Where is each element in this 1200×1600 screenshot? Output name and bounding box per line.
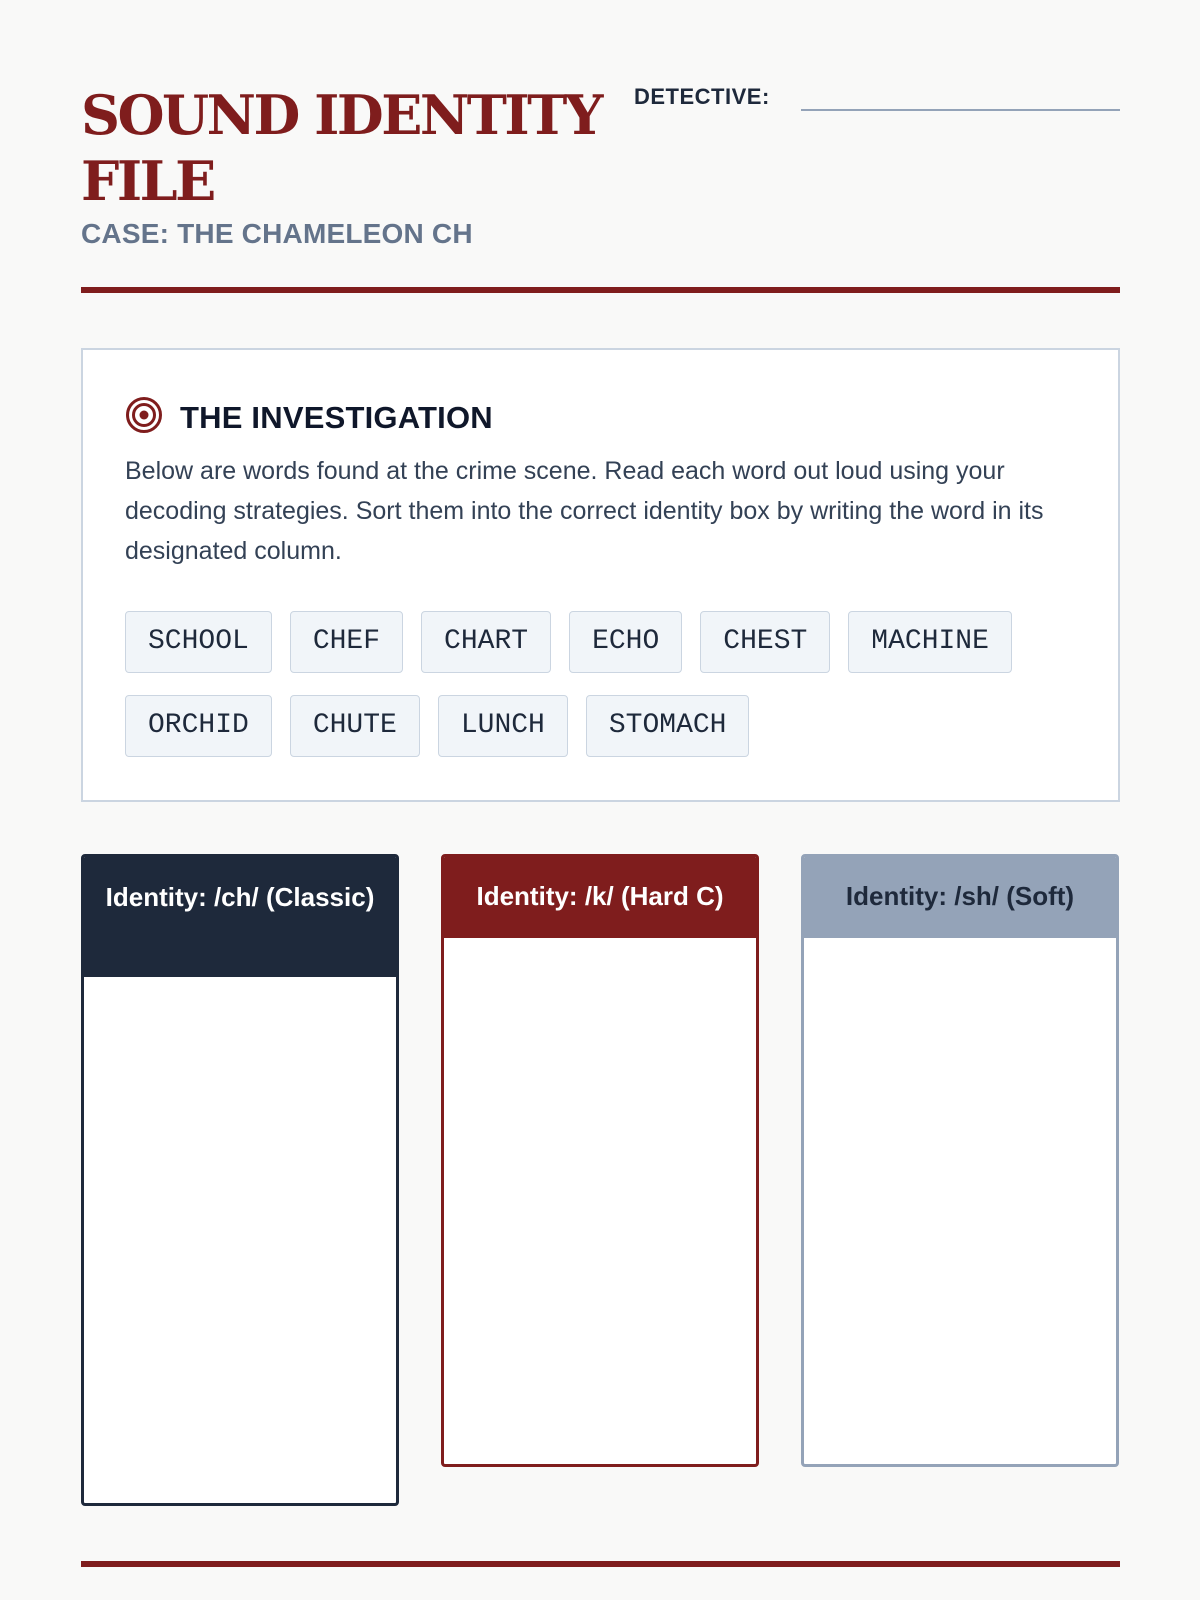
column-header-soft-sh: Identity: /sh/ (Soft) — [804, 857, 1116, 938]
target-icon — [125, 396, 163, 434]
word-chip: STOMACH — [586, 695, 750, 757]
investigation-panel — [81, 348, 1120, 802]
word-chip: MACHINE — [848, 611, 1012, 673]
word-chip: ORCHID — [125, 695, 272, 757]
word-bank — [125, 611, 1085, 779]
column-soft-sh[interactable] — [801, 854, 1119, 1467]
word-chip: CHEST — [700, 611, 830, 673]
detective-name-line[interactable] — [801, 109, 1120, 111]
word-chip: CHART — [421, 611, 551, 673]
column-classic-ch[interactable] — [81, 854, 399, 1506]
word-chip: ECHO — [569, 611, 682, 673]
header-divider — [81, 287, 1120, 293]
column-header-hard-c: Identity: /k/ (Hard C) — [444, 857, 756, 938]
column-hard-c[interactable] — [441, 854, 759, 1467]
column-header-classic-ch: Identity: /ch/ (Classic) — [84, 857, 396, 977]
footer-divider — [81, 1561, 1120, 1567]
case-subtitle: CASE: THE CHAMELEON CH — [81, 218, 473, 249]
investigation-instructions: Below are words found at the crime scene. Read each word out loud using your decoding strategies. Sort them into the correct identity box by writing the word in its designated column. — [125, 457, 1044, 565]
detective-field — [634, 82, 1120, 114]
page-title: SOUND IDENTITY FILE — [81, 83, 601, 213]
word-chip: SCHOOL — [125, 611, 272, 673]
word-chip: CHEF — [290, 611, 403, 673]
word-chip: CHUTE — [290, 695, 420, 757]
investigation-title: THE INVESTIGATION — [180, 400, 493, 435]
detective-label: DETECTIVE: — [634, 84, 770, 109]
header — [81, 82, 1120, 252]
word-chip: LUNCH — [438, 695, 568, 757]
